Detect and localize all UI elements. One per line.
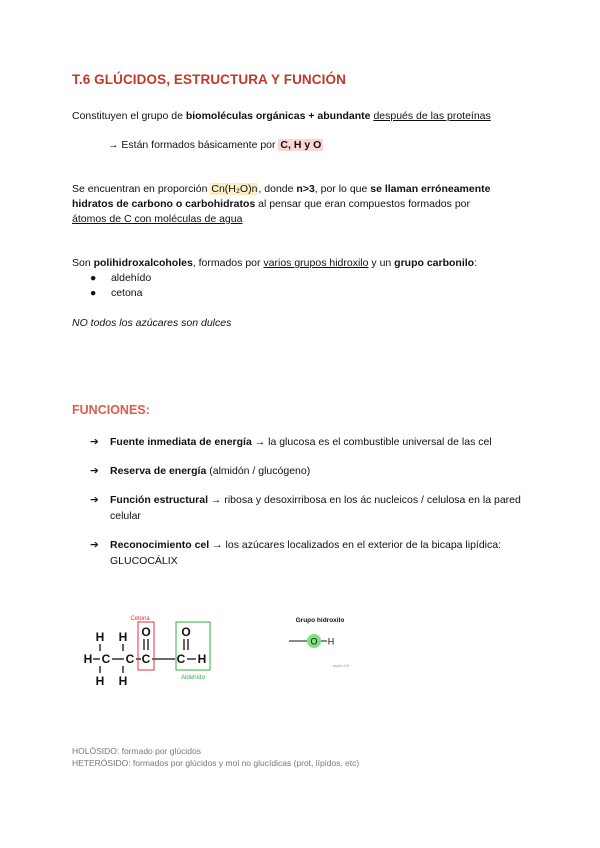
svg-text:H: H [327, 636, 335, 647]
list-item: ● cetona [90, 287, 143, 299]
list-item: ● aldehído [90, 272, 152, 284]
svg-text:O: O [310, 636, 318, 647]
arrow-icon: ➔ [90, 539, 99, 551]
elements-line: → Están formados básicamente por C, H y O [108, 139, 322, 151]
svg-text:H: H [95, 630, 105, 644]
svg-text:C: C [141, 652, 151, 666]
svg-text:O: O [181, 625, 191, 639]
svg-text:Aldehído: Aldehído [181, 675, 205, 681]
intro-paragraph: Constituyen el grupo de biomoléculas orgánicas + abundante después de las proteínas [72, 110, 491, 122]
svg-text:H: H [118, 630, 128, 644]
note-text: NO todos los azúcares son dulces [72, 317, 232, 329]
svg-text:H: H [118, 674, 128, 688]
function-item: ➔ Función estructural → ribosa y desoxirribosa en los ác nucleicos / celulosa en la pared celular [90, 494, 521, 522]
footer-holosido: HOLÓSIDO: formado por glúcidos [72, 746, 201, 756]
function-item: ➔ Fuente inmediata de energía → la glucosa es el combustible universal de las cel [90, 436, 492, 448]
aldose-ketose-diagram [78, 608, 228, 690]
svg-text:C: C [176, 652, 186, 666]
arrow-icon: ➔ [90, 465, 99, 477]
svg-text:Grupo hidroxilo: Grupo hidroxilo [295, 617, 345, 624]
svg-text:C: C [101, 652, 111, 666]
svg-text:H: H [83, 652, 93, 666]
proportion-paragraph: Se encuentran en proporción Cn(H₂O)n, donde n>3, por lo que se llaman erróneamente hidratos de carbono o carbohidratos al pensar que eran compuestos formados por átomos de C con moléculas de agua [72, 183, 491, 225]
section-title: FUNCIONES: [72, 403, 150, 417]
footer-heterosido: HETERÓSIDO: formados por glúcidos y mol no glucídicas (prot, lípidos, etc) [72, 758, 360, 768]
page-title: T.6 GLÚCIDOS, ESTRUCTURA Y FUNCIÓN [72, 72, 346, 87]
svg-text:Cetona: Cetona [130, 616, 150, 622]
svg-text:H: H [95, 674, 105, 688]
svg-text:H: H [197, 652, 207, 666]
function-item: ➔ Reserva de energía (almidón / glucógeno) [90, 465, 311, 477]
arrow-icon: ➔ [90, 494, 99, 506]
svg-text:C: C [125, 652, 135, 666]
polyhydroxy-paragraph: Son polihidroxalcoholes, formados por varios grupos hidroxilo y un grupo carbonilo: [72, 257, 478, 269]
svg-text:alquilo-OH: alquilo-OH [332, 664, 350, 668]
hydroxyl-group-diagram [285, 612, 375, 672]
svg-text:O: O [141, 625, 151, 639]
arrow-icon: ➔ [90, 436, 99, 448]
formula: Cn(H₂O)n [211, 183, 258, 195]
function-item: ➔ Reconocimiento cel → los azúcares localizados en el exterior de la bicapa lipídica: GLUCOCÁLIX [90, 539, 502, 567]
